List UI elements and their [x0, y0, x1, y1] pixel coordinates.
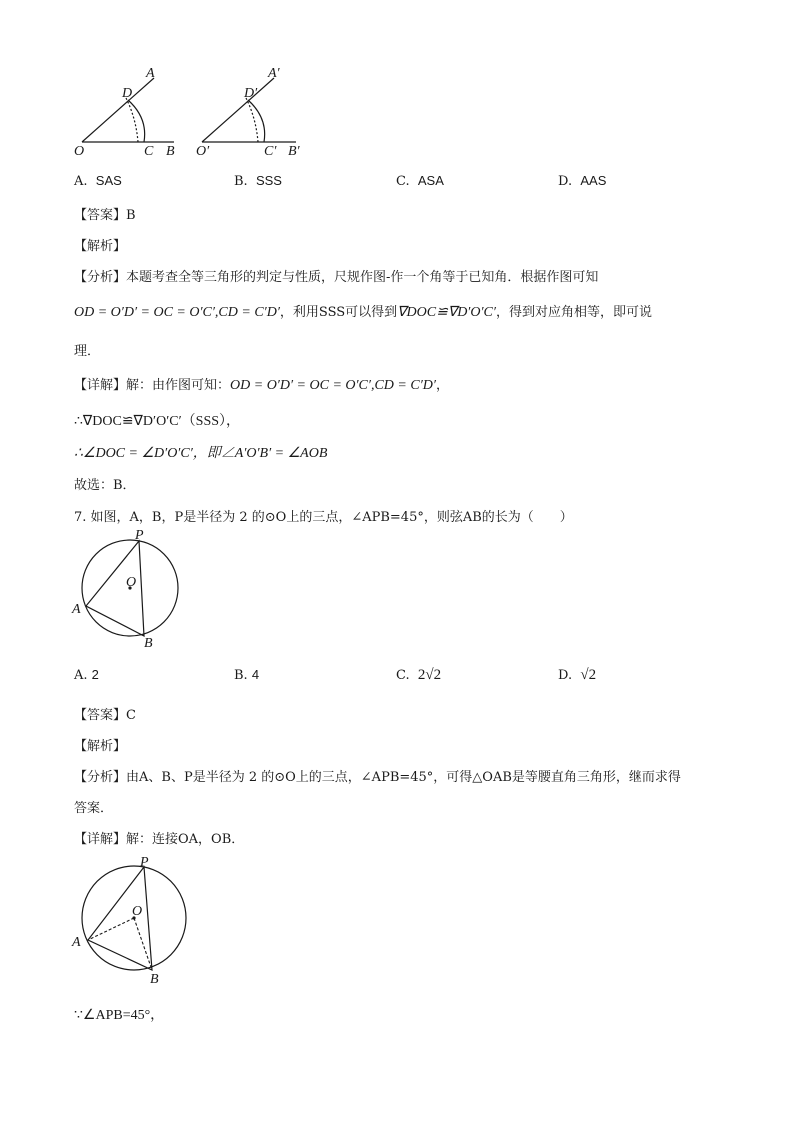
q6-option-c: C. ASA	[396, 173, 444, 189]
label-b: B	[166, 144, 175, 159]
q6-option-d: D. AAS	[558, 173, 607, 189]
circle1-label-b: B	[144, 636, 153, 651]
q6-step-1: ∴∇DOC≌∇D′O′C′（SSS），	[74, 414, 241, 429]
q6-analysis-heading: 【解析】	[74, 239, 127, 254]
q7-option-c: C. 2√2	[396, 667, 442, 683]
label-c-prime: C′	[264, 144, 277, 159]
label-o: O	[74, 144, 85, 159]
q7-option-d: D. √2	[558, 667, 597, 683]
q7-option-b: B. 4	[234, 667, 260, 683]
q6-fenxi-line1: 【分析】本题考查全等三角形的判定与性质，尺规作图-作一个角等于已知角．根据作图可知	[74, 270, 599, 285]
q6-step-2: ∴∠DOC = ∠D′O′C′，即∠A′O′B′ = ∠AOB	[74, 446, 328, 461]
q6-answer: 【答案】B	[74, 208, 136, 223]
label-d-prime: D′	[244, 86, 258, 101]
q6-fenxi-line2: OD = O′D′ = OC = O′C′,CD = C′D′，利用SSS可以得到∇DOC≌∇D′O′C′，得到对应角相等，即可说	[74, 305, 652, 320]
q6-option-a: A. SAS	[74, 173, 122, 189]
q7-analysis-heading: 【解析】	[74, 739, 127, 754]
circle2-label-o: O	[132, 904, 143, 919]
label-a: A	[146, 66, 155, 81]
circle1-label-a: A	[72, 602, 81, 617]
q7-option-a: A. 2	[74, 667, 99, 683]
q7-stem: 7. 如图，A，B，P是半径为 2 的⊙O上的三点，∠APB=45°，则弦AB的长为（ ）	[74, 510, 573, 525]
label-a-prime: A′	[268, 66, 280, 81]
q7-detail: 【详解】解：连接OA，OB．	[74, 832, 245, 847]
circle1-label-p: P	[135, 528, 144, 543]
label-b-prime: B′	[288, 144, 300, 159]
circle2-label-p: P	[140, 855, 149, 870]
q6-option-b: B. SSS	[234, 173, 282, 189]
q7-since-line: ∵∠APB=45°，	[74, 1008, 165, 1023]
q7-fenxi-line2: 答案．	[74, 801, 114, 816]
q6-detail-line1: 【详解】解：由作图可知：OD = O′D′ = OC = O′C′,CD = C′D′，	[74, 378, 449, 393]
circle2-label-a: A	[72, 935, 81, 950]
q7-answer: 【答案】C	[74, 708, 136, 723]
label-o-prime: O′	[196, 144, 210, 159]
q6-fenxi-line3: 理．	[74, 344, 101, 359]
circle1-label-o: O	[126, 575, 137, 590]
q7-fenxi-line1: 【分析】由A、B、P是半径为 2 的⊙O上的三点，∠APB=45°，可得△OAB是等腰直角三角形，继而求得	[74, 770, 681, 785]
label-c: C	[144, 144, 154, 159]
label-d: D	[122, 86, 133, 101]
q6-conclusion: 故选：B．	[74, 478, 136, 493]
circle2-label-b: B	[150, 972, 159, 987]
angle-construction-figure	[64, 60, 324, 165]
